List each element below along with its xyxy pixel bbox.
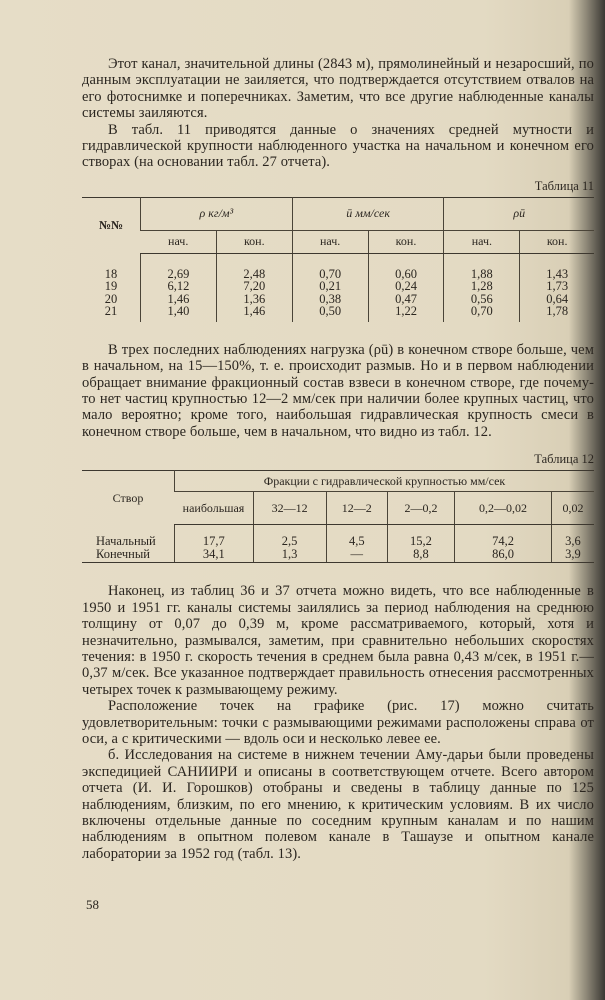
table-cell: Конечный [82,548,175,563]
page-content [82,56,594,862]
table-cell: 8,8 [387,548,454,563]
table-cell: 0,50 [292,305,368,322]
table-11-load-header: ρū [444,197,594,230]
table-12-subheader: 2—0,2 [387,492,454,525]
table-cell: 1,73 [520,280,594,293]
table-cell: — [326,548,387,563]
paragraph-5: Расположение точек на графике (рис. 17) можно считать удовлетворительным: точки с размывающими режимами расположены справа от оси, а с критическими — вдоль оси и несколько левее ее. [82,698,594,747]
table-11-subheader: кон. [368,230,444,253]
table-cell: 2,69 [141,268,217,281]
table-12-stvor-header: Створ [112,490,144,505]
table-row [82,535,594,548]
table-11-caption: Таблица 11 [534,178,594,193]
paragraph-4: Наконец, из таблиц 36 и 37 отчета можно видеть, что все наблюденные в 1950 и 1951 гг. каналы системы заилялись за период наблюдения на среднюю толщину от 0,07 до 0,39 м, кроме рассматриваемого, который, хотя и незначительно, размывался, заметим, при сравнительно небольших скоростях течения: в 1950 г. скорость течения в среднем была равна 0,43 м/сек, в 1951 г.— 0,37 м/сек. Все указанное подтверждает правильность отнесения рассмотренных четырех точек к размывающему режиму. [82,583,594,698]
table-cell: 0,70 [292,268,368,281]
table-cell: 0,47 [368,293,444,306]
table-cell: 0,21 [292,280,368,293]
table-cell: 3,9 [551,548,594,563]
table-cell: 7,20 [216,280,292,293]
table-cell: 19 [104,279,118,294]
table-cell: Начальный [96,534,156,549]
table-cell: 0,64 [520,293,594,306]
table-12-subheader: 0,02 [551,492,594,525]
table-cell: 21 [104,304,118,319]
table-cell: 0,60 [368,268,444,281]
table-cell: 1,78 [520,305,594,322]
table-12-subheader: 32—12 [253,492,326,525]
table-cell: 4,5 [326,535,387,548]
table-12-subheader: наибольшая [175,492,254,525]
table-cell: 18 [104,266,118,281]
table-11-subheader: кон. [216,230,292,253]
table-row [82,280,594,293]
table-cell: 1,46 [141,293,217,306]
table-11-subheader: нач. [141,230,217,253]
table-row [82,305,594,322]
table-cell: 1,22 [368,305,444,322]
table-11-subheader: кон. [520,230,594,253]
table-cell: 0,70 [444,305,520,322]
table-cell: 20 [104,291,118,306]
table-12 [82,470,594,563]
table-cell: 17,7 [175,535,254,548]
table-cell: 86,0 [455,548,552,563]
table-cell: 0,24 [368,280,444,293]
paragraph-3: В трех последних наблюдениях нагрузка (ρū) в конечном створе больше, чем в начальном, на 15—150%, т. е. происходит размыв. Но и в первом наблюдении обращает внимание фракционный состав взвеси в конечном створе, где почему-то нет частиц крупностью 12—2 мм/сек при наличии более крупных частиц, что мало вероятно; кроме того, наибольшая гидравлическая крупность смеси в конечном створе больше, чем в начальном, что видно из табл. 12. [82,341,594,440]
paragraph-1: Этот канал, значительной длины (2843 м), прямолинейный и незаросший, по данным эксплуатации не заиляется, что подтверждается отсутствием отвалов на его фотоснимке и поперечниках. Заметим, что все другие наблюденные каналы системы заиляются. [82,56,594,122]
table-11-number-header: №№ [98,218,124,233]
table-cell: 1,43 [520,268,594,281]
table-11-velocity-header: ū мм/сек [292,197,444,230]
table-cell: 1,36 [216,293,292,306]
table-11-density-header: ρ кг/м³ [141,197,293,230]
table-cell: 1,3 [253,548,326,563]
paragraph-2: В табл. 11 приводятся данные о значениях средней мутности и гидравлической крупности наблюденного участка на начальном и конечном его створах (на основании табл. 27 отчета). [82,121,594,171]
table-cell: 74,2 [455,535,552,548]
table-11-subheader: нач. [444,230,520,253]
table-12-fractions-header: Фракции с гидравлической крупностью мм/сек [175,471,595,492]
table-cell: 1,46 [216,305,292,322]
table-cell: 0,38 [292,293,368,306]
table-12-subheader: 0,2—0,02 [455,492,552,525]
table-cell: 1,28 [444,280,520,293]
table-cell: 3,6 [551,535,594,548]
table-cell: 0,56 [444,293,520,306]
table-cell: 34,1 [175,548,254,563]
table-cell: 1,40 [141,305,217,322]
table-cell: 15,2 [387,535,454,548]
table-cell: 1,88 [444,268,520,281]
table-cell: 2,5 [253,535,326,548]
table-12-subheader: 12—2 [326,492,387,525]
table-row [82,548,594,563]
table-11-subheader: нач. [292,230,368,253]
table-12-caption: Таблица 12 [534,452,594,467]
table-11 [82,197,594,322]
table-cell: 6,12 [141,280,217,293]
page-number: 58 [86,897,99,912]
paragraph-6: б. Исследования на системе в нижнем течении Аму-дарьи были проведены экспедицией САНИИРИ и описаны в соответствующем отчете. Всего автором отчета (И. И. Горошков) отобраны и сведены в таблицу данные по 125 наблюдениям, близким, по его мнению, к критическим условиям. В их число включены отдельные данные по соседним крупным каналам и по нашим наблюдениям в опытном полевом канале в Ташаузе и опытном канале лаборатории за 1952 год (табл. 13). [82,747,594,862]
table-cell: 2,48 [216,268,292,281]
